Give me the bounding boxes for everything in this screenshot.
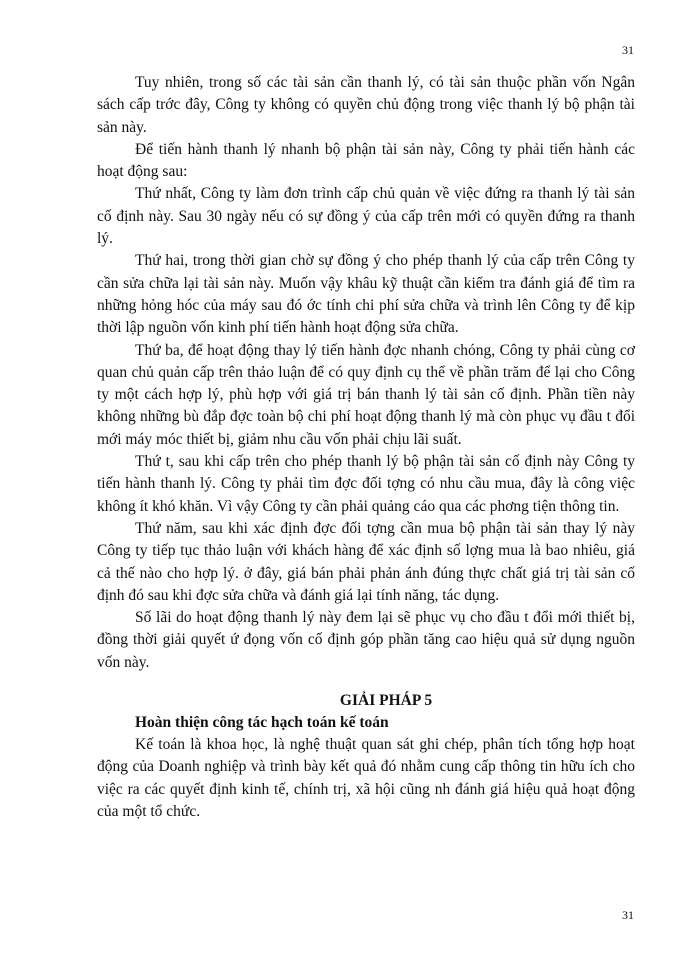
page-number-top: 31	[622, 43, 634, 57]
section-heading: GIẢI PHÁP 5	[339, 692, 433, 710]
paragraph: Thứ ba, để hoạt động thay lý tiến hành đợc nhanh chóng, Công ty phải cùng cơ quan chủ quản cấp trên thảo luận để có quy định cụ thể về phần trăm để lại cho Công ty một cách hợp lý, phù hợp với giá trị bán thanh lý tài sản cố định. Phần tiền này không những bù đắp đợc toàn bộ chi phí hoạt động thanh lý mà còn phục vụ đầu t đổi mới máy móc thiết bị, giảm nhu cầu vốn phải chịu lãi suất.	[97, 341, 635, 448]
subheading: Hoàn thiện công tác hạch toán kế toán	[135, 714, 389, 732]
paragraph: Để tiến hành thanh lý nhanh bộ phận tài sản này, Công ty phải tiến hành các hoạt động sau:	[97, 140, 635, 181]
paragraph: Kế toán là khoa học, là nghệ thuật quan sát ghi chép, phân tích tổng hợp hoạt động của Doanh nghiệp và trình bày kết quả đó nhằm cung cấp thông tin hữu ích cho việc ra các quyết định kinh tế, chính trị, xã hội cũng nh đánh giá hiệu quả hoạt động của một tổ chức.	[97, 736, 635, 820]
paragraph: Thứ nhất, Công ty làm đơn trình cấp chủ quản về việc đứng ra thanh lý tài sản cố định này. Sau 30 ngày nếu có sự đồng ý của cấp trên mới có quyền đứng ra thanh lý.	[97, 185, 635, 248]
paragraph: Thứ hai, trong thời gian chờ sự đồng ý cho phép thanh lý của cấp trên Công ty cần sửa chữa lại tài sản này. Muốn vậy khâu kỹ thuật cần kiểm tra đánh giá để tìm ra những hỏng hóc của máy sau đó ớc tính chi phí sửa chữa và trình lên Công ty để kịp thời lập nguồn vốn kinh phí tiến hành hoạt động sửa chữa.	[97, 252, 635, 337]
page-content	[97, 72, 635, 823]
paragraph: Thứ t, sau khi cấp trên cho phép thanh lý bộ phận tài sản cố định này Công ty tiến hành thanh lý. Công ty phải tìm đợc đối tợng có nhu cầu mua, đây là công việc không ít khó khăn. Vì vậy Công ty cần phải quảng cáo qua các phơng tiện thông tin.	[97, 453, 635, 515]
paragraph: Thứ năm, sau khi xác định đợc đối tợng cần mua bộ phận tài sản thay lý này Công ty tiếp tục thảo luận với khách hàng để xác định số lợng mua là bao nhiêu, giá cả thế nào cho hợp lý. ở đây, giá bán phải phản ánh đúng thực chất giá trị tài sản cố định đó sau khi đợc sửa chữa và đánh giá lại tính năng, tác dụng.	[97, 519, 635, 604]
page-number-bottom: 31	[622, 908, 634, 922]
paragraph: Tuy nhiên, trong số các tài sản cần thanh lý, có tài sản thuộc phần vốn Ngân sách cấp trớc đây, Công ty không có quyền chủ động trong việc thanh lý bộ phận tài sản này.	[97, 74, 635, 136]
paragraph: Số lãi do hoạt động thanh lý này đem lại sẽ phục vụ cho đầu t đổi mới thiết bị, đồng thời giải quyết ứ đọng vốn cố định góp phần tăng cao hiệu quả sử dụng nguồn vốn này.	[97, 609, 635, 671]
